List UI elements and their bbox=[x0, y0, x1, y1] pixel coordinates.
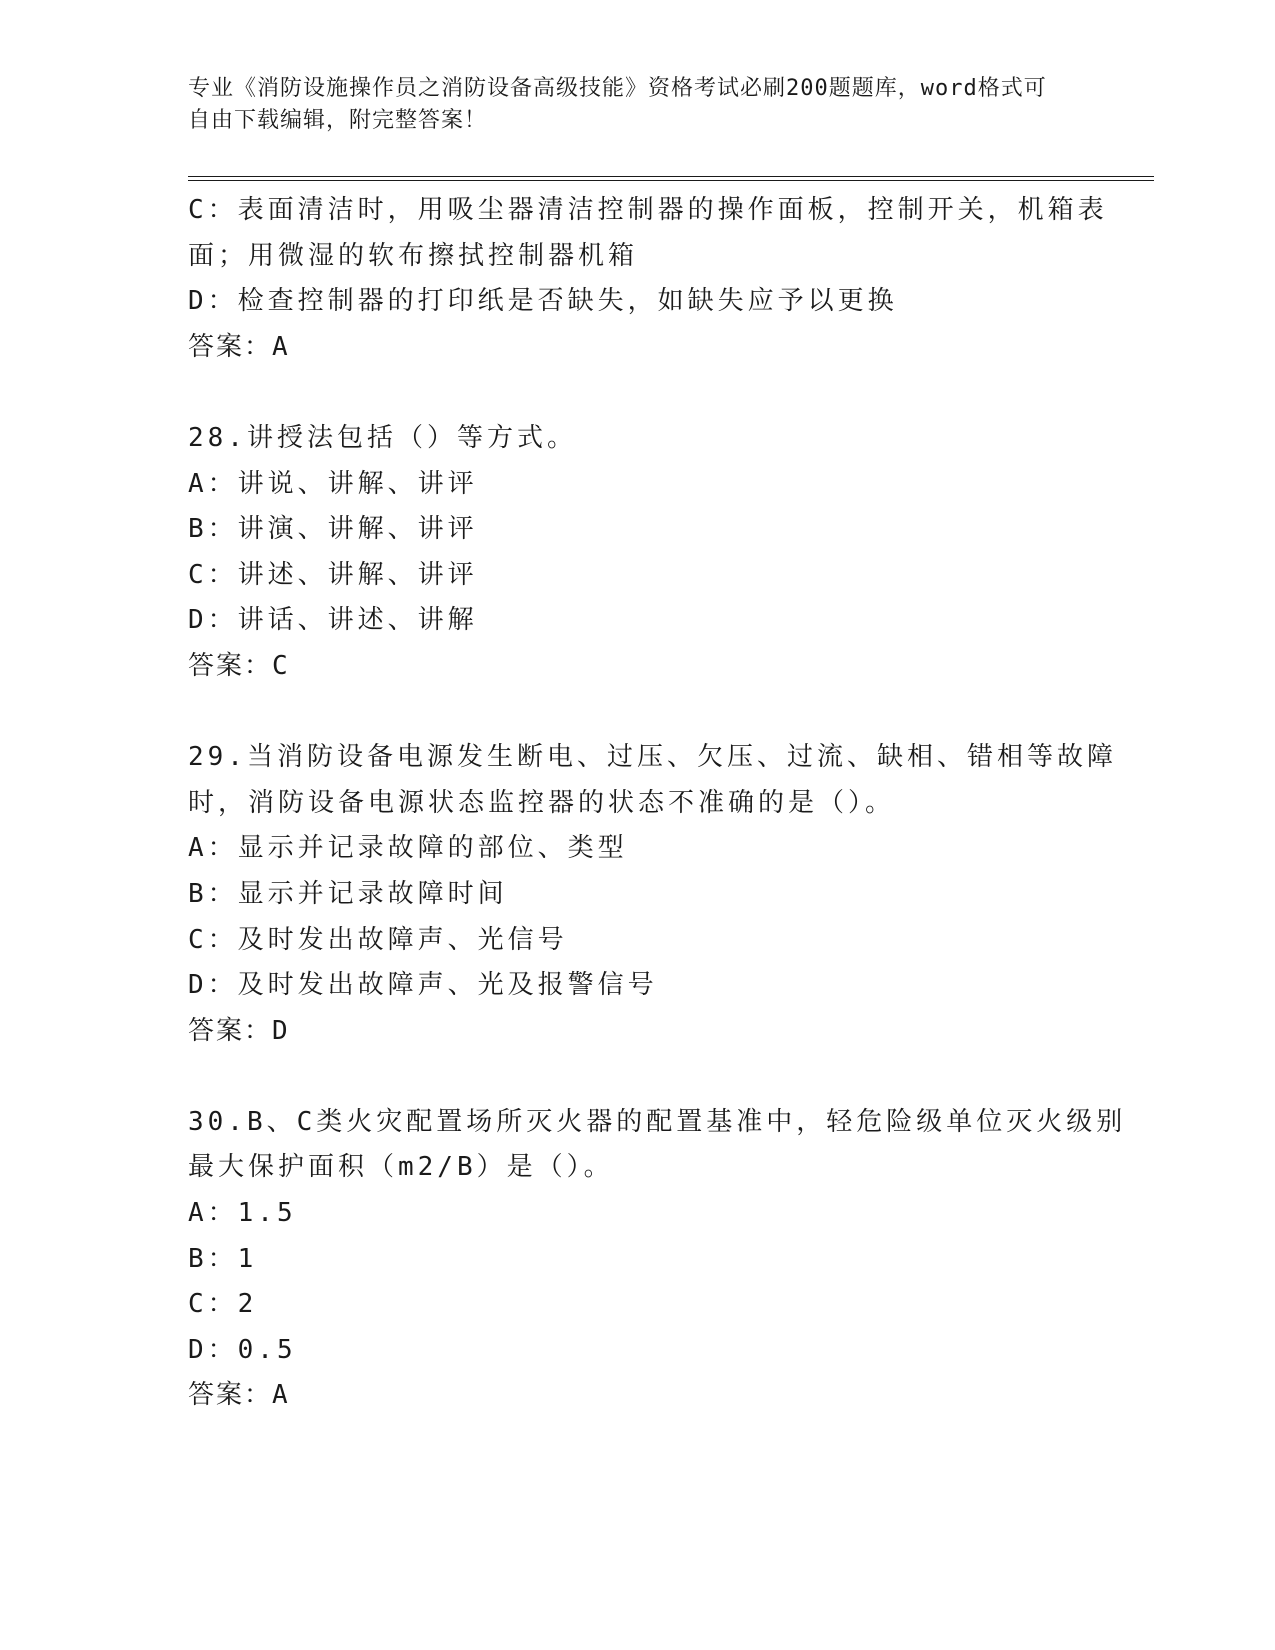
option-a: A：显示并记录故障的部位、类型 bbox=[188, 833, 628, 864]
option-c-line-2: 面；用微湿的软布擦拭控制器机箱 bbox=[188, 240, 639, 271]
option-d: D：讲话、讲述、讲解 bbox=[188, 605, 478, 636]
question-27-continued bbox=[188, 188, 1108, 370]
option-b: B：显示并记录故障时间 bbox=[188, 878, 508, 909]
answer: 答案：C bbox=[188, 650, 290, 681]
spacer bbox=[188, 370, 1088, 416]
option-b: B：1 bbox=[188, 1243, 258, 1274]
option-a: A：1.5 bbox=[188, 1198, 297, 1229]
question-29 bbox=[188, 735, 1117, 1054]
question-stem-line-1: 29.当消防设备电源发生断电、过压、欠压、过流、缺相、错相等故障 bbox=[188, 742, 1117, 773]
header-text: 专业《消防设施操作员之消防设备高级技能》资格考试必刷200题题库，word格式可自由下载编辑，附完整答案！ bbox=[188, 76, 1047, 133]
question-content bbox=[188, 188, 1127, 1419]
question-stem-line-2: 时，消防设备电源状态监控器的状态不准确的是（）。 bbox=[188, 787, 896, 818]
option-a: A：讲说、讲解、讲评 bbox=[188, 468, 478, 499]
option-b: B：讲演、讲解、讲评 bbox=[188, 514, 478, 545]
answer: 答案：A bbox=[188, 331, 290, 362]
option-c-line-1: C：表面清洁时，用吸尘器清洁控制器的操作面板，控制开关，机箱表 bbox=[188, 195, 1108, 225]
document-header bbox=[188, 73, 1068, 137]
option-c: C：讲述、讲解、讲评 bbox=[188, 559, 478, 590]
option-c: C：2 bbox=[188, 1289, 258, 1320]
question-stem-line-2: 最大保护面积（m2/B）是（）。 bbox=[188, 1152, 614, 1183]
spacer bbox=[188, 690, 1088, 736]
option-d: D：及时发出故障声、光及报警信号 bbox=[188, 970, 658, 1001]
question-stem-line-1: 30.B、C类火灾配置场所灭火器的配置基准中，轻危险级单位灭火级别 bbox=[188, 1106, 1127, 1137]
spacer bbox=[188, 1054, 1088, 1100]
option-d: D：0.5 bbox=[188, 1334, 297, 1365]
answer: 答案：A bbox=[188, 1380, 290, 1411]
answer: 答案：D bbox=[188, 1015, 290, 1046]
header-rule-bottom bbox=[188, 180, 1154, 181]
option-c: C：及时发出故障声、光信号 bbox=[188, 924, 568, 955]
question-stem: 28.讲授法包括（）等方式。 bbox=[188, 422, 577, 453]
header-rule-top bbox=[188, 176, 1154, 177]
question-28 bbox=[188, 416, 1088, 690]
question-30 bbox=[188, 1100, 1127, 1419]
option-d: D：检查控制器的打印纸是否缺失，如缺失应予以更换 bbox=[188, 286, 898, 317]
